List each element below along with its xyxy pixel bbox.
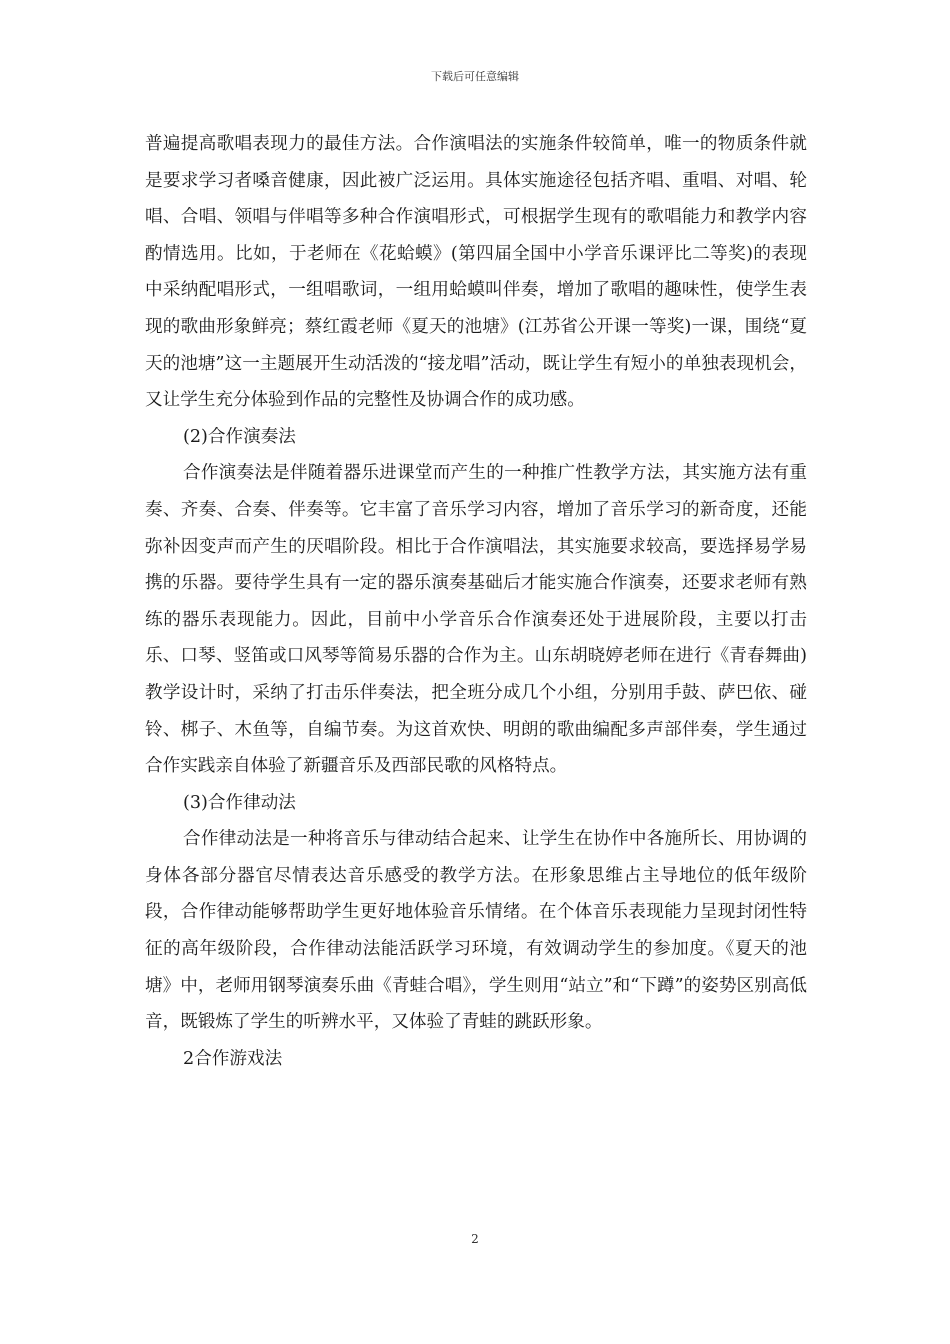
heading-cooperative-games: 2合作游戏法 xyxy=(183,1048,283,1069)
body-text xyxy=(145,126,807,1077)
heading-ensemble-performance: (2)合作演奏法 xyxy=(183,426,296,447)
paragraph-ensemble-movement: 合作律动法是一种将音乐与律动结合起来、让学生在协作中各施所长、用协调的身体各部分器官尽情表达音乐感受的教学方法。在形象思维占主导地位的低年级阶段，合作律动能够帮助学生更好地体验音乐情绪。在个体音乐表现能力呈现封闭性特征的高年级阶段，合作律动法能活跃学习环境，有效调动学生的参加度。《夏天的池塘》中，老师用钢琴演奏乐曲《青蛙合唱》，学生则用“站立”和“下蹲”的姿势区别高低音，既锻炼了学生的听辨水平，又体验了青蛙的跳跃形象。 xyxy=(145,829,807,1033)
paragraph-continuation: 普遍提高歌唱表现力的最佳方法。合作演唱法的实施条件较简单，唯一的物质条件就是要求学习者嗓音健康，因此被广泛运用。具体实施途径包括齐唱、重唱、对唱、轮唱、合唱、领唱与伴唱等多种合作演唱形式，可根据学生现有的歌唱能力和教学内容酌情选用。比如，于老师在《花蛤蟆》(第四届全国中小学音乐课评比二等奖)的表现中采纳配唱形式，一组唱歌词，一组用蛤蟆叫伴奏，增加了歌唱的趣味性，使学生表现的歌曲形象鲜亮；蔡红霞老师《夏天的池塘》(江苏省公开课一等奖)一课，围绕“夏天的池塘”这一主题展开生动活泼的“接龙唱”活动，既让学生有短小的单独表现机会，又让学生充分体验到作品的完整性及协调合作的成功感。 xyxy=(145,134,807,411)
page-header: 下载后可任意编辑 xyxy=(431,70,519,83)
heading-ensemble-movement: (3)合作律动法 xyxy=(183,792,296,813)
paragraph-ensemble-performance: 合作演奏法是伴随着器乐进课堂而产生的一种推广性教学方法，其实施方法有重奏、齐奏、合奏、伴奏等。它丰富了音乐学习内容，增加了音乐学习的新奇度，还能弥补因变声而产生的厌唱阶段。相比于合作演唱法，其实施要求较高，要选择易学易携的乐器。要待学生具有一定的器乐演奏基础后才能实施合作演奏，还要求老师有熟练的器乐表现能力。因此，目前中小学音乐合作演奏还处于进展阶段，主要以打击乐、口琴、竖笛或口风琴等简易乐器的合作为主。山东胡晓婷老师在进行《青春舞曲)教学设计时，采纳了打击乐伴奏法，把全班分成几个小组，分别用手鼓、萨巴依、碰铃、梆子、木鱼等，自编节奏。为这首欢快、明朗的歌曲编配多声部伴奏，学生通过合作实践亲自体验了新疆音乐及西部民歌的风格特点。 xyxy=(145,463,807,777)
page-number: 2 xyxy=(471,1232,479,1246)
